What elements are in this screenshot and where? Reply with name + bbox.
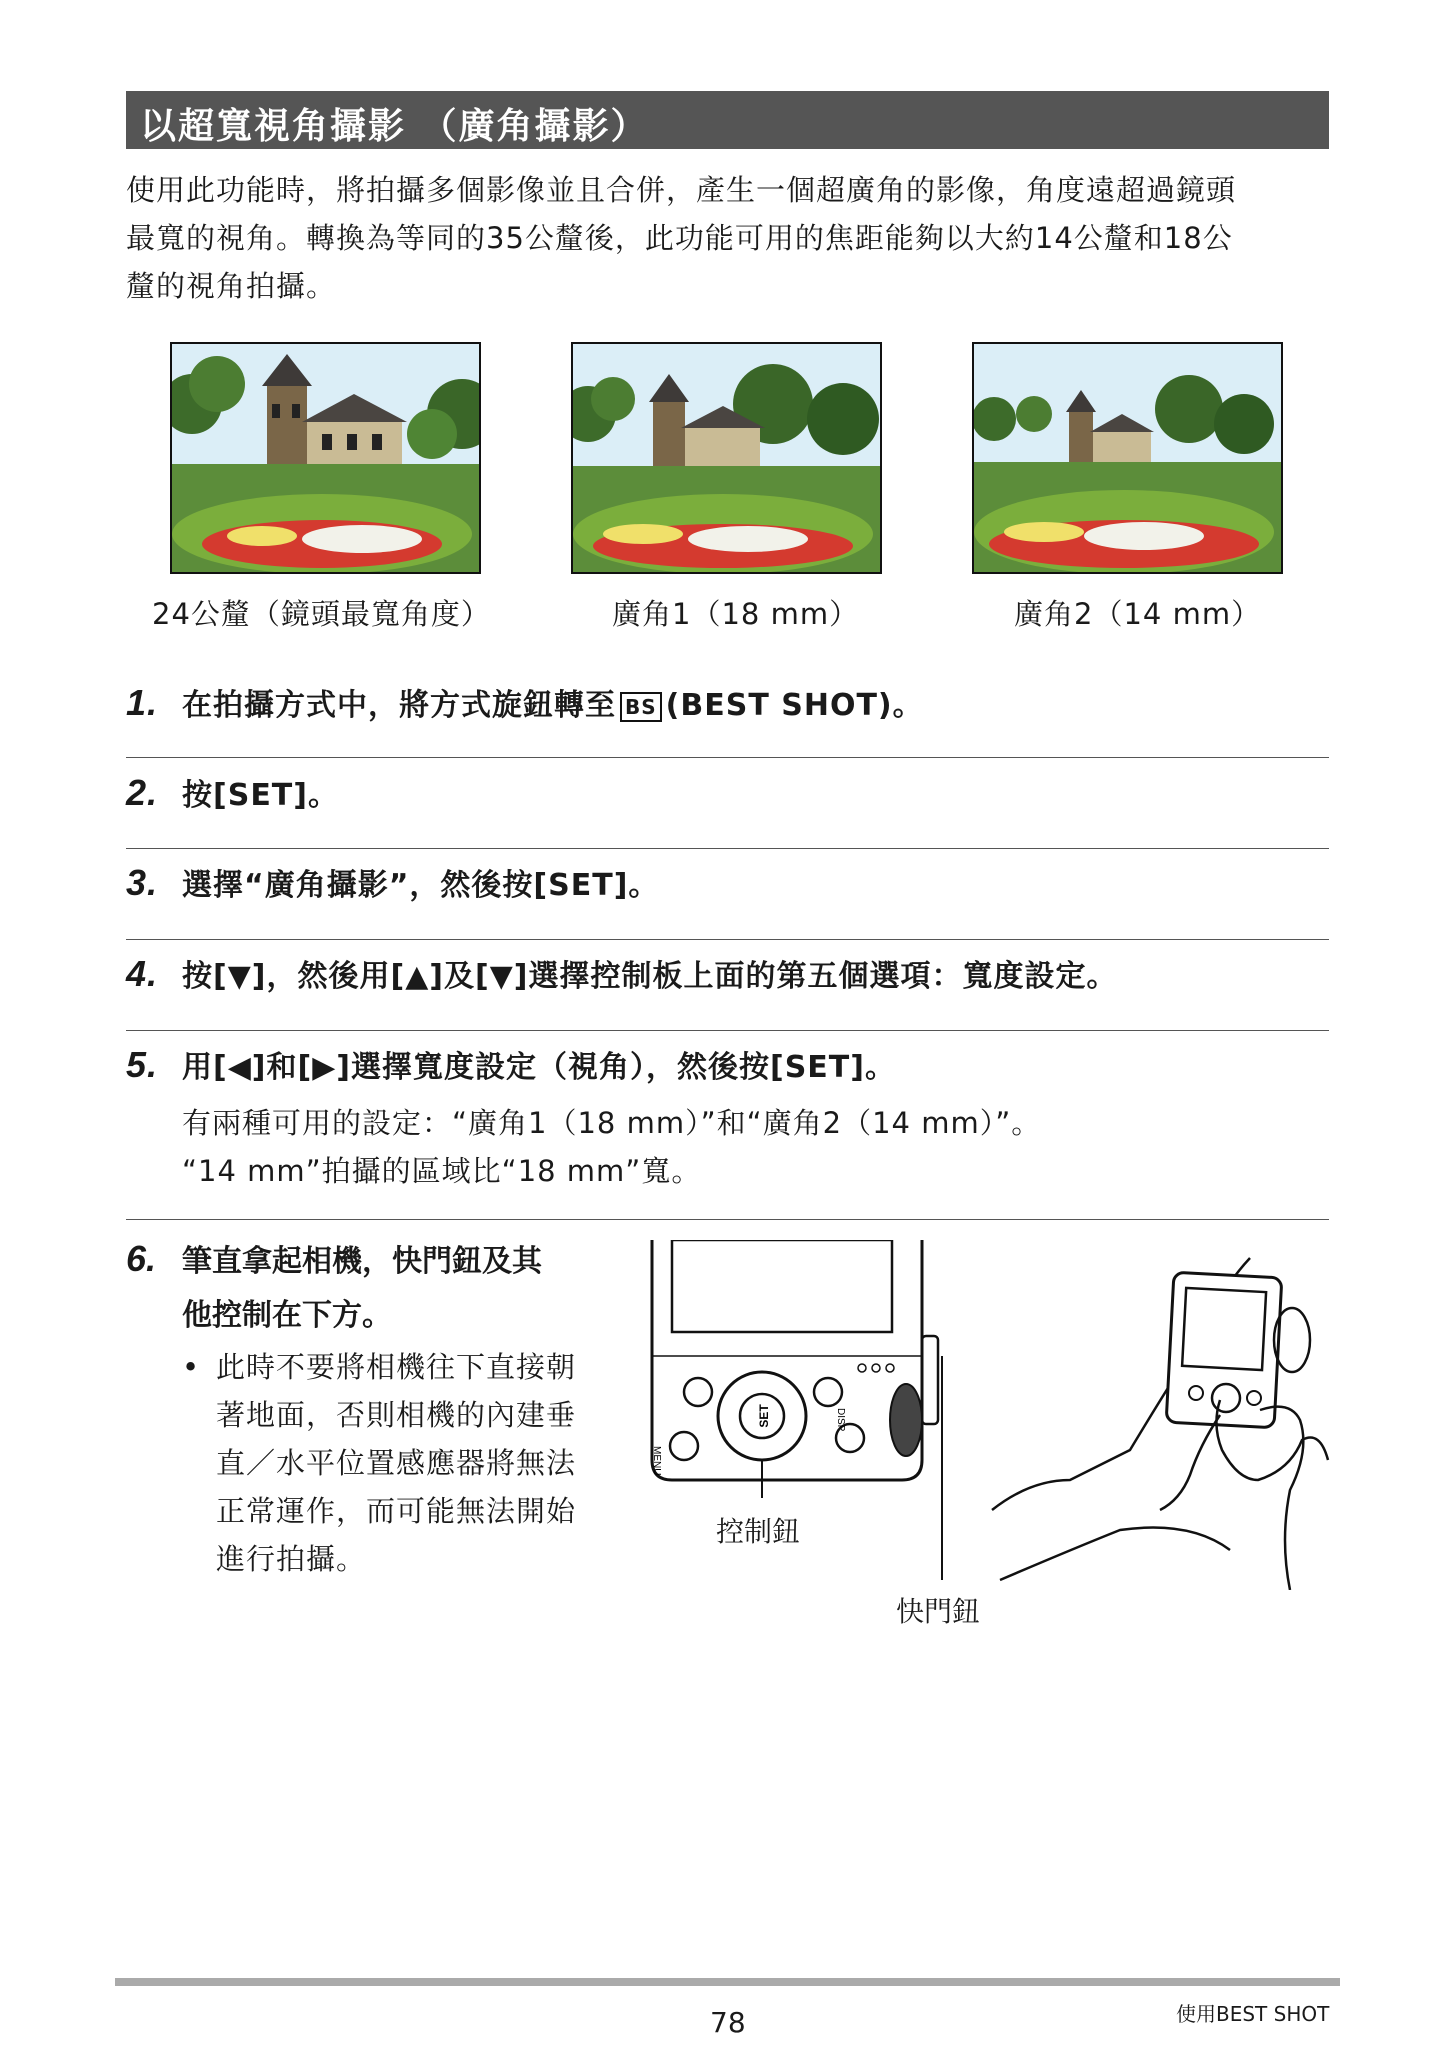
- note-line: 正常運作，而可能無法開始: [216, 1494, 577, 1528]
- step-text: 筆直拿起相機，快門鈕及其: [182, 1244, 542, 1279]
- step-number: 4.: [126, 953, 159, 994]
- divider: [126, 1219, 1329, 1220]
- photo-caption-wide1: 廣角1（18 mm）: [612, 597, 860, 631]
- step-text: 按[SET]。: [182, 778, 339, 813]
- divider: [126, 757, 1329, 758]
- sample-photo-24mm: [170, 342, 481, 574]
- camera-menu-label: MENU: [651, 1446, 662, 1476]
- hands-holding-camera-illustration: [990, 1250, 1330, 1590]
- best-shot-icon: BS: [620, 692, 662, 722]
- step-number: 3.: [126, 862, 159, 903]
- step-5: [126, 1042, 896, 1086]
- step-text: 用[◀]和[▶]選擇寬度設定（視角），然後按[SET]。: [182, 1050, 896, 1085]
- sample-photo-14mm: [972, 342, 1283, 574]
- step-2: [126, 770, 339, 814]
- footer-section-label: 使用BEST SHOT: [1176, 2002, 1330, 2026]
- camera-disp-label: DISP: [835, 1408, 846, 1432]
- step-number: 1.: [126, 682, 159, 723]
- step-6: [126, 1232, 606, 1343]
- page-number: 78: [710, 2006, 746, 2039]
- control-button-label: 控制鈕: [716, 1515, 801, 1548]
- intro-line: 最寬的視角。轉換為等同的35公釐後，此功能可用的焦距能夠以大約14公釐和18公: [126, 221, 1233, 255]
- note-line: 著地面，否則相機的內建垂: [216, 1398, 577, 1432]
- camera-back-illustration: [640, 1240, 960, 1500]
- step-3: [126, 860, 659, 904]
- section-title-bar: [126, 91, 1329, 149]
- step-number: 5.: [126, 1044, 159, 1085]
- step-5-detail: 有兩種可用的設定：“廣角1（18 mm）”和“廣角2（14 mm）”。: [182, 1106, 1042, 1140]
- section-title: 以超寬視角攝影 （廣角攝影）: [140, 106, 649, 147]
- step-number: 2.: [126, 772, 159, 813]
- camera-set-label: SET: [757, 1404, 771, 1428]
- photo-caption-24mm: 24公釐（鏡頭最寬角度）: [152, 597, 491, 631]
- step-text: 在拍攝方式中，將方式旋鈕轉至: [182, 688, 616, 723]
- step-5-detail: “14 mm”拍攝的區域比“18 mm”寬。: [182, 1154, 702, 1188]
- step-text-suffix: (BEST SHOT)。: [665, 688, 924, 723]
- step-number: 6.: [126, 1238, 157, 1279]
- divider: [126, 939, 1329, 940]
- shutter-leader-line: [940, 1494, 944, 1580]
- note-line: 此時不要將相機往下直接朝: [216, 1350, 577, 1384]
- step-text: 選擇“廣角攝影”，然後按[SET]。: [182, 868, 660, 903]
- intro-paragraph: [126, 166, 1336, 310]
- step-1: [126, 680, 924, 724]
- shutter-button-label: 快門鈕: [896, 1595, 981, 1628]
- note-line: 直／水平位置感應器將無法: [216, 1446, 577, 1480]
- divider: [126, 1030, 1329, 1031]
- photo-caption-wide2: 廣角2（14 mm）: [1014, 597, 1262, 631]
- bullet-dot: •: [182, 1350, 201, 1384]
- step-4: [126, 951, 1117, 995]
- intro-line: 使用此功能時，將拍攝多個影像並且合併，產生一個超廣角的影像，角度遠超過鏡頭: [126, 173, 1237, 207]
- step-text: 按[▼]，然後用[▲]及[▼]選擇控制板上面的第五個選項：寬度設定。: [182, 959, 1118, 994]
- footer-rule: [115, 1978, 1340, 1986]
- sample-photo-18mm: [571, 342, 882, 574]
- step-text: 他控制在下方。: [182, 1298, 392, 1333]
- note-line: 進行拍攝。: [216, 1542, 367, 1576]
- intro-line: 釐的視角拍攝。: [126, 269, 337, 303]
- divider: [126, 848, 1329, 849]
